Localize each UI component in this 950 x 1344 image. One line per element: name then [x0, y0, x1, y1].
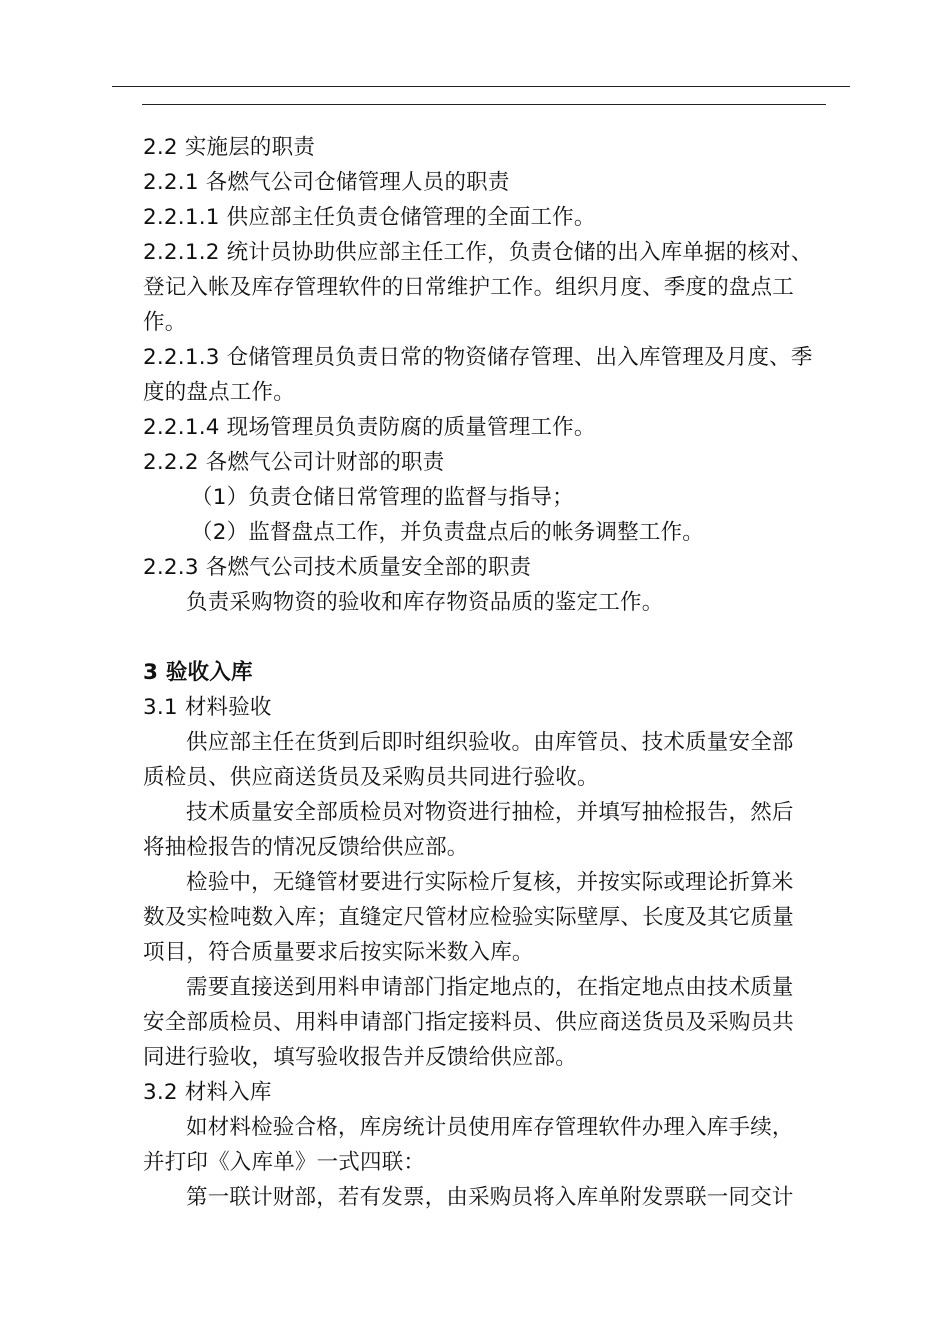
paragraph-3-2-a-line-2: 并打印《入库单》一式四联：	[143, 1150, 426, 1175]
document-body	[143, 130, 827, 1215]
paragraph-2-2-3: 负责采购物资的验收和库存物资品质的鉴定工作。	[186, 590, 664, 615]
paragraph-2-2-1-3-line-1: 2.2.1.3 仓储管理员负责日常的物资储存管理、出入库管理及月度、季	[143, 345, 813, 370]
paragraph-2-2-1-4: 2.2.1.4 现场管理员负责防腐的质量管理工作。	[143, 415, 596, 440]
header-rule-bottom	[142, 104, 826, 105]
chapter-heading-3: 3 验收入库	[143, 660, 253, 685]
paragraph-3-2-a-line-1: 如材料检验合格，库房统计员使用库存管理软件办理入库手续，	[186, 1115, 794, 1140]
blank-spacer	[143, 620, 827, 655]
section-heading-3-1: 3.1 材料验收	[143, 695, 272, 720]
paragraph-3-2-b-line-1: 第一联计财部，若有发票，由采购员将入库单附发票联一同交计	[186, 1185, 794, 1210]
paragraph-3-1-a-line-2: 质检员、供应商送货员及采购员共同进行验收。	[143, 765, 599, 790]
paragraph-3-1-d-line-3: 同进行验收，填写验收报告并反馈给供应部。	[143, 1045, 578, 1070]
list-item-2: （2）监督盘点工作，并负责盘点后的帐务调整工作。	[191, 520, 704, 545]
paragraph-3-1-c-line-1: 检验中，无缝管材要进行实际检斤复核，并按实际或理论折算米	[186, 870, 794, 895]
paragraph-2-2-1-3-line-2: 度的盘点工作。	[143, 380, 295, 405]
paragraph-3-1-b-line-2: 将抽检报告的情况反馈给供应部。	[143, 835, 469, 860]
list-item-1: （1）负责仓储日常管理的监督与指导；	[191, 485, 574, 510]
paragraph-3-1-b-line-1: 技术质量安全部质检员对物资进行抽检，并填写抽检报告，然后	[186, 800, 794, 825]
header-rule-top	[112, 86, 850, 87]
paragraph-3-1-a-line-1: 供应部主任在货到后即时组织验收。由库管员、技术质量安全部	[186, 730, 794, 755]
section-heading-2-2-3: 2.2.3 各燃气公司技术质量安全部的职责	[143, 555, 532, 580]
paragraph-3-1-c-line-2: 数及实检吨数入库；直缝定尺管材应检验实际壁厚、长度及其它质量	[143, 905, 795, 930]
paragraph-3-1-d-line-1: 需要直接送到用料申请部门指定地点的，在指定地点由技术质量	[186, 975, 794, 1000]
paragraph-2-2-1-2-line-2: 登记入帐及库存管理软件的日常维护工作。组织月度、季度的盘点工	[143, 275, 795, 300]
section-heading-2-2-2: 2.2.2 各燃气公司计财部的职责	[143, 450, 445, 475]
paragraph-3-1-c-line-3: 项目，符合质量要求后按实际米数入库。	[143, 940, 534, 965]
section-heading-3-2: 3.2 材料入库	[143, 1080, 272, 1105]
section-heading-2-2-1: 2.2.1 各燃气公司仓储管理人员的职责	[143, 170, 510, 195]
paragraph-2-2-1-1: 2.2.1.1 供应部主任负责仓储管理的全面工作。	[143, 205, 596, 230]
paragraph-2-2-1-2-line-1: 2.2.1.2 统计员协助供应部主任工作，负责仓储的出入库单据的核对、	[143, 240, 813, 265]
paragraph-2-2-1-2-line-3: 作。	[143, 310, 187, 335]
paragraph-3-1-d-line-2: 安全部质检员、用料申请部门指定接料员、供应商送货员及采购员共	[143, 1010, 795, 1035]
section-heading-2-2: 2.2 实施层的职责	[143, 135, 316, 160]
